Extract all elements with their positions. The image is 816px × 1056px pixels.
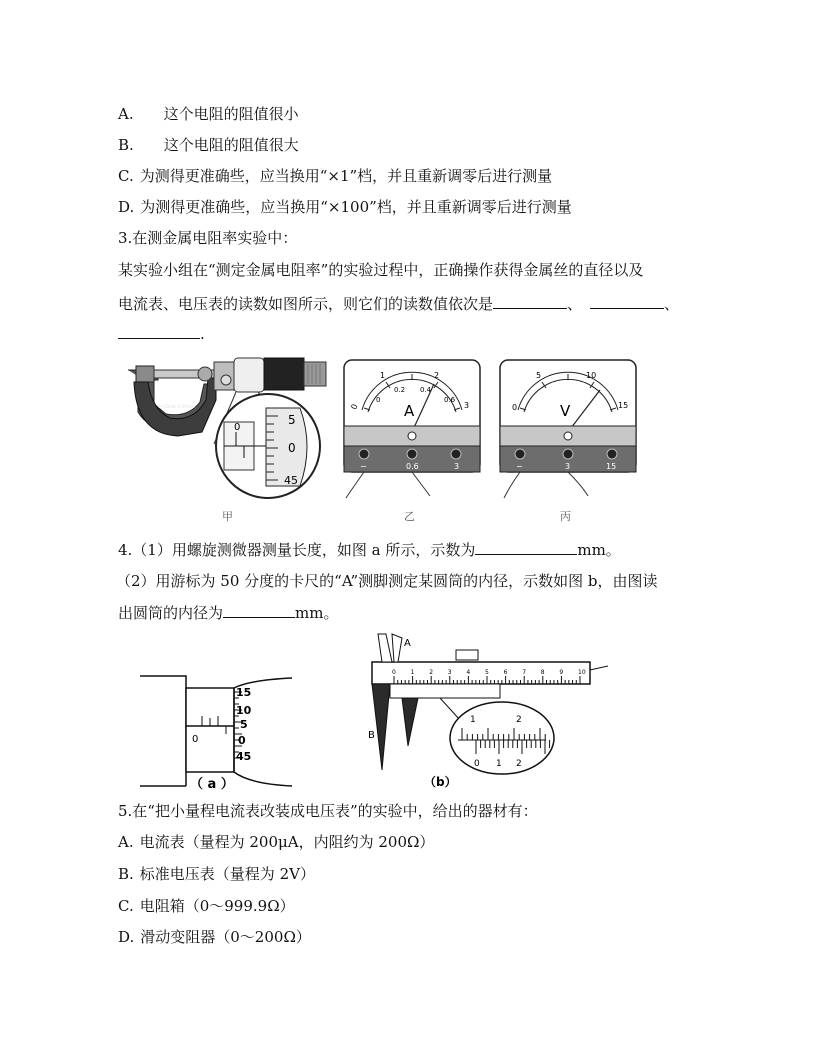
- main-scale-label: 7: [522, 669, 527, 676]
- option-text: 这个电阻的阻值很大: [163, 136, 299, 154]
- voltmeter-symbol: V: [560, 402, 571, 420]
- answer-blank[interactable]: [223, 603, 295, 618]
- voltmeter-outer-tick: 10: [586, 371, 597, 380]
- option-b: [118, 135, 299, 155]
- q3-title: 3.在测金属电阻率实验中：: [118, 229, 298, 247]
- main-scale-label: 9: [559, 669, 564, 676]
- voltmeter-illustration: [500, 360, 636, 523]
- ammeter-outer-tick: 3: [464, 401, 470, 410]
- q4-part2-text: 出圆筒的内径为: [118, 604, 224, 622]
- zoom-main-label: 1: [470, 715, 476, 725]
- ammeter-symbol: A: [404, 402, 415, 420]
- item-letter: D.: [118, 928, 135, 946]
- zoom-vernier-label: 2: [516, 759, 522, 769]
- figure-label-b: （b）: [424, 775, 457, 789]
- q5-item-d: [118, 927, 311, 947]
- separator: 、: [664, 295, 680, 313]
- unit: mm。: [295, 604, 339, 622]
- option-c: [118, 166, 552, 186]
- main-scale-label: 4: [466, 669, 471, 676]
- option-letter: C.: [118, 167, 134, 185]
- zoom-main-label: 2: [516, 715, 522, 725]
- drum-tick: 0: [238, 734, 246, 747]
- item-letter: C.: [118, 897, 134, 915]
- drum-tick: 45: [284, 474, 298, 487]
- figure-label-jia: 甲: [222, 510, 233, 523]
- ammeter-outer-tick: 1: [380, 371, 386, 380]
- drum-tick: 10: [236, 704, 252, 717]
- option-text: 为测得更准确些，应当换用“×1”档，并且重新调零后进行测量: [139, 167, 553, 185]
- main-scale-label: 3: [447, 669, 452, 676]
- figure-label-bing: 丙: [560, 510, 571, 523]
- option-letter: D.: [118, 198, 135, 216]
- q3-body-line3: [118, 324, 205, 344]
- drum-tick: 5: [288, 413, 296, 427]
- figure-label-a: （ a ）: [190, 777, 234, 790]
- unit: mm。: [577, 541, 621, 559]
- answer-blank[interactable]: [475, 540, 577, 555]
- answer-blank[interactable]: [118, 324, 200, 339]
- q4-part2-line1: （2）用游标为 50 分度的卡尺的“A”测脚测定某圆筒的内径，示数如图 b，由图读: [116, 572, 658, 590]
- sleeve-zero: 0: [192, 734, 199, 745]
- voltmeter-outer-tick: 5: [536, 371, 542, 380]
- q4-figure: [140, 630, 610, 790]
- main-scale-label: 10: [578, 669, 586, 676]
- q5-title: 5.在“把小量程电流表改装成电压表”的实验中，给出的器材有：: [118, 802, 538, 820]
- q4-part1: [118, 540, 621, 560]
- drum-tick: 45: [236, 750, 252, 763]
- q3-figure: [118, 352, 638, 528]
- ammeter-inner-tick: 0.6: [444, 396, 456, 404]
- drum-tick: 0: [288, 441, 296, 455]
- q4-part1-text: 4.（1）用螺旋测微器测量长度，如图 a 所示，示数为: [118, 541, 476, 559]
- jaw-label-a: A: [404, 638, 411, 649]
- main-scale-label: 6: [503, 669, 508, 676]
- ammeter-inner-tick: 0: [376, 396, 381, 404]
- separator: 、: [567, 295, 583, 313]
- option-text: 为测得更准确些，应当换用“×100”档，并且重新调零后进行测量: [140, 198, 572, 216]
- ammeter-terminal: 0.6: [406, 462, 419, 471]
- drum-tick: 15: [236, 686, 252, 699]
- q4-part2-line2: [118, 603, 338, 623]
- micrometer-body-text: 0~25mm 0.01mm: [158, 404, 195, 409]
- ammeter-inner-tick: 0.4: [420, 386, 432, 394]
- voltmeter-terminal: 3: [565, 462, 571, 471]
- ammeter-terminal: −: [360, 462, 367, 471]
- item-text: 标准电压表（量程为 2V）: [139, 865, 315, 883]
- answer-blank[interactable]: [493, 294, 567, 309]
- item-text: 电阻箱（0～999.9Ω）: [139, 897, 295, 915]
- q3-body-line1: 某实验小组在“测定金属电阻率”的实验过程中，正确操作获得金属丝的直径以及: [118, 261, 644, 279]
- main-scale-label: 5: [485, 669, 489, 676]
- option-d: [118, 197, 572, 217]
- voltmeter-outer-tick: 15: [618, 401, 629, 410]
- caliper-b-illustration: [368, 634, 608, 789]
- ammeter-inner-tick: 0.2: [394, 386, 406, 394]
- main-scale-label: 1: [410, 669, 415, 676]
- voltmeter-terminal: −: [516, 462, 523, 471]
- jaw-label-b: B: [368, 730, 375, 741]
- micrometer-a-illustration: [140, 676, 292, 790]
- ammeter-terminal: 3: [454, 462, 460, 471]
- q3-body-line2: [118, 294, 679, 314]
- sentence-end: .: [200, 325, 205, 343]
- q5-item-b: [118, 864, 315, 884]
- ammeter-outer-tick: 0: [349, 402, 360, 411]
- q3-body-text: 电流表、电压表的读数如图所示，则它们的读数值依次是: [118, 295, 494, 313]
- answer-blank[interactable]: [590, 294, 664, 309]
- q5-item-c: [118, 896, 295, 916]
- option-text: 这个电阻的阻值很小: [163, 105, 299, 123]
- item-letter: A.: [118, 833, 134, 851]
- ammeter-outer-tick: 2: [434, 371, 440, 380]
- figure-label-yi: 乙: [404, 510, 415, 523]
- drum-tick: 5: [240, 718, 248, 731]
- item-letter: B.: [118, 865, 134, 883]
- item-text: 滑动变阻器（0～200Ω）: [140, 928, 311, 946]
- voltmeter-outer-tick: 0: [512, 403, 518, 412]
- zoom-vernier-label: 0: [474, 759, 480, 769]
- option-letter: A.: [118, 105, 134, 123]
- item-text: 电流表（量程为 200μA，内阻约为 200Ω）: [139, 833, 435, 851]
- sleeve-zero: 0: [234, 422, 241, 433]
- main-scale-label: 8: [540, 669, 545, 676]
- q5-item-a: [118, 832, 434, 852]
- main-scale-label: 2: [429, 669, 434, 676]
- zoom-vernier-label: 1: [496, 759, 502, 769]
- micrometer-illustration: [128, 358, 326, 523]
- main-scale-label: 0: [392, 669, 396, 676]
- ammeter-illustration: [344, 360, 480, 523]
- option-letter: B.: [118, 136, 134, 154]
- voltmeter-terminal: 15: [606, 462, 617, 471]
- option-a: [118, 104, 299, 124]
